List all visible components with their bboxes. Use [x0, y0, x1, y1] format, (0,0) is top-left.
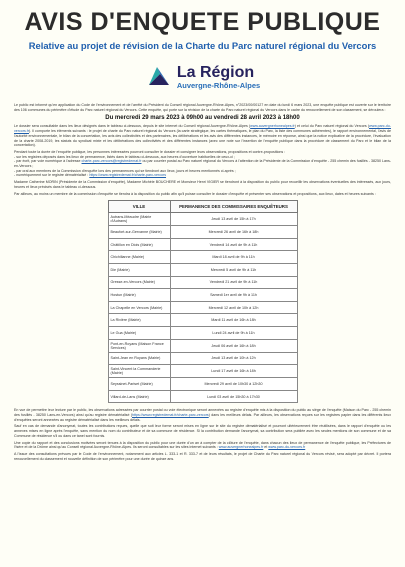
table-cell-ville: Die (Mairie): [108, 264, 170, 277]
table-row: [108, 327, 297, 340]
table-header-permanence: PERMANENCE DES COMMISSAIRES ENQUÊTEURS: [170, 201, 297, 213]
inquiry-dates: Du mercredi 29 mars 2023 à 09h00 au vendredi 28 avril 2023 à 18h00: [105, 115, 300, 122]
permanences-table-body: [108, 213, 297, 403]
table-row: [108, 213, 297, 226]
closing-p3-text: Une copie du rapport et des conclusions motivées seront tenues à la disposition du public pour une durée d'un an à compter de la clôture de l'enquête, dans chacun des lieux de permanence de l'enquête publique, les Préfectures de l'Isère et de la Drôme ainsi qu'au Conseil régional Auvergne-Rhône-Alpes. Ils seront consultables sur les sites internet suivants :: [14, 440, 391, 450]
closing-p1-text: En vue de permettre leur lecture par le public, les observations adressées par courrier postal ou voie électronique seront annexées au registre d'enquête mis à la disposition du public au siège de l'enquête (Maison du Parc - 255 chemin des fusillés - 38250 Lans-en-Vercors) ainsi qu'au registre dématérialisé (: [14, 408, 391, 418]
table-cell-ville: La Chapelle en Vercors (Mairie): [108, 301, 170, 314]
table-row: [108, 314, 297, 327]
table-cell-permanence: Jeudi 06 avril de 16h à 18h: [170, 339, 297, 352]
dossier-paragraph: [14, 124, 391, 148]
intro-paragraph: Le public est informé qu'en application du Code de l'environnement et de l'arrêté du Président du Conseil régional Auvergne-Rhône-Alpes, n°2023/00/00127 en date du lundi 6 mars 2023, une enquête publique est ouverte sur le territoire des 106 communes du périmètre d'étude du Parc naturel régional du Vercors. Cette enquête, qui porte sur la révision de la charte du Parc naturel régional du Vercors dans le cadre du renouvellement de son classement, se déroulera :: [14, 103, 391, 112]
park-website-link[interactable]: www.parc-du-vercors.fr: [14, 124, 391, 134]
table-row: [108, 339, 297, 352]
logo-region: Auvergne-Rhône-Alpes: [176, 81, 261, 90]
table-cell-permanence: Mercredi 29 avril de 10h30 à 12h30: [170, 378, 297, 391]
observations-item-2: [14, 159, 391, 168]
observations-item-2-text: - par écrit, par voie numérique à l'adresse: [14, 159, 82, 164]
closing-paragraph-4: A l'issue des consultations prévues par le Code de l'environnement, notamment aux articles L. 333-1 et R. 333-7 et de leurs résultats, le projet de Charte du Parc naturel régional du Vercors révisé, sera adopté par décret. Il portera renouvellement du classement et nouvelle définition de son périmètre pour une durée de quinze ans.: [14, 452, 391, 461]
commission-paragraph-2: Par ailleurs, au moins un membre de la commission d'enquête se tiendra à la disposition du public afin qu'il puisse consulter le dossier d'enquête et présenter ses observations et propositions, aux lieux, dates et heures suivants :: [14, 191, 376, 196]
table-cell-ville: Beaufort-sur-Gervanne (Mairie): [108, 226, 170, 239]
observations-intro: Pendant toute la durée de l'enquête publique, les personnes intéressées pourront consulter le dossier et consigner leurs observations, propositions et contre-propositions :: [14, 149, 286, 154]
table-row: [108, 264, 297, 277]
email-link[interactable]: charte-parc-vercors@registredemat.fr: [81, 159, 142, 164]
table-cell-permanence: Mercredi 5 avril de 9h à 11h: [170, 264, 297, 277]
dossier-text-2: ) et celui du Parc naturel régional du Vercors (: [294, 124, 370, 129]
table-row: [108, 289, 297, 302]
table-cell-permanence: Mercredi 12 avril de 10h à 12h: [170, 301, 297, 314]
table-row: [108, 390, 297, 403]
table-cell-ville: Hostun (Mairie): [108, 289, 170, 302]
closing-paragraph-1: [14, 408, 391, 422]
table-cell-ville: La Rivière (Mairie): [108, 314, 170, 327]
table-cell-permanence: Lundi 24 avril de 9h à 11h: [170, 327, 297, 340]
table-row: [108, 301, 297, 314]
table-cell-ville: Saint-Jean en Royans (Mairie): [108, 352, 170, 365]
table-cell-permanence: Lundi 03 avril de 15h30 à 17h30: [170, 390, 297, 403]
dossier-text-3: ). Il comporte les éléments suivants : le projet de charte du Parc naturel régional du Vercors (la carte stratégique, les cartes thématiques, le plan du Parc, la liste des communes adhérentes), le rapport environnemental, l'avis de l'autorité environnementale, le bilan de la concertation, les avis des collectivités et des partenaires, les délibérations et les avis des différentes instances, le mémoire en réponse, ainsi que la notice explicative de la procédure, l'évaluation de la charte 2008-2019, les statuts du syndicat mixte et les délibérations des collectivités et des différentes instances (avec une note sur l'insertion de l'enquête publique dans la procédure de classement du Parc et le bilan de la concertation).: [14, 129, 391, 148]
table-cell-permanence: Jeudi 13 avril de 10h à 12h: [170, 352, 297, 365]
observations-item-4-text: - numériquement sur le registre dématérialisé :: [14, 173, 90, 178]
table-header-ville: VILLE: [108, 201, 170, 213]
logo-name: La Région: [176, 64, 255, 81]
dossier-text-1: Le dossier sera consultable dans les lieux désignés dans le tableau ci-dessous, depuis le site internet du Conseil régional Auvergne-Rhône-Alpes (: [14, 124, 251, 129]
commission-paragraph-1: Madame Catherine MORIN (Présidente de la Commission d'enquête), Madame Michèle BOUCHERE et Monsieur Henri VIGIER se tiendront à la disposition du public pour recueillir les observations éventuelles des intéressés, aux jours, heures et lieux précisés dans le tableau ci-dessous.: [14, 180, 391, 189]
page-subtitle: Relative au projet de révision de la Charte du Parc naturel régional du Vercors: [28, 40, 377, 51]
table-cell-ville: Autrans-Méaudre (Mairie d'Autrans): [108, 213, 170, 226]
registry-link[interactable]: https://www.registredemat.fr/charte-parc-vercors: [89, 173, 167, 178]
table-cell-ville: Villard-de-Lans (Mairie): [108, 390, 170, 403]
table-cell-permanence: Vendredi 14 avril de 9h à 11h: [170, 238, 297, 251]
table-cell-permanence: Lundi 17 avril de 16h à 18h: [170, 365, 297, 378]
region-logo: [14, 60, 391, 94]
closing-registry-link[interactable]: https://www.registredemat.fr/charte-parc-vercors: [132, 413, 209, 418]
closing-park-link[interactable]: www.parc-du-vercors.fr: [268, 445, 306, 450]
table-cell-ville: Pont-en-Royans (Maison France Services): [108, 339, 170, 352]
table-cell-ville: Le Gua (Mairie): [108, 327, 170, 340]
closing-p1-text-end: ) dans les meilleurs délais. Par ailleurs, les observations reçues sur les registres papier dans les différents lieux d'enquêtes seront annexées au registre dématérialisé dans les meilleurs délais.: [14, 413, 391, 422]
permanences-table: [108, 200, 298, 403]
observations-item-2-text-end: ou par courrier postal au Parc naturel régional du Vercors à l'attention de la Présidente de la Commission d'enquête - 255 chemin des fusillés - 38250 Lans-en-Vercors ;: [14, 159, 392, 169]
table-cell-ville: Chichilianne (Mairie): [108, 251, 170, 264]
closing-paragraph-2: Sauf en cas de demande d'anonymat, toutes les contributions reçues, quelle que soit leur forme seront mises en ligne sur le site du registre dématérialisé et pourront ultérieurement être réutilisées, dans le rapport d'enquête ou les annexes mises en ligne après l'enquête, sans mention du nom du contributeur et de sa commune de résidence. Si la contribution demande l'anonymat, sa contribution sera publiée avec les seules mentions de son commune et de sa Commune de résidence s'il ou dans ce tanel sont fournis.: [14, 424, 391, 438]
table-header-row: [108, 201, 297, 213]
table-cell-ville: Gresse-en-Vercors (Mairie): [108, 276, 170, 289]
table-cell-permanence: Jeudi 13 avril de 15h à 17h: [170, 213, 297, 226]
closing-region-link[interactable]: www.auvergnerhonealpes.fr: [218, 445, 264, 450]
table-cell-ville: Châtillon en Diois (Mairie): [108, 238, 170, 251]
region-logo-icon: [145, 63, 173, 91]
table-row: [108, 352, 297, 365]
table-row: [108, 251, 297, 264]
observations-item-1: - sur les registres déposés dans les lieux de permanence, listés dans le tableau ci-dessous, aux heures d'ouverture habituelles de ceux-ci ;: [14, 154, 235, 159]
region-website-link[interactable]: www.auvergnerhonealpes.fr: [250, 124, 295, 129]
table-cell-permanence: Vendredi 21 avril de 9h à 11h: [170, 276, 297, 289]
closing-p3-mid: et: [263, 445, 269, 450]
table-cell-ville: Seyssinet-Pariset (Mairie): [108, 378, 170, 391]
table-cell-permanence: Mardi 11 avril de 16h à 18h: [170, 314, 297, 327]
table-row: [108, 365, 297, 378]
closing-paragraph-3: [14, 441, 391, 450]
observations-item-4: [14, 173, 391, 178]
table-cell-ville: Saint-Vincent la Commanderie (Mairie): [108, 365, 170, 378]
table-row: [108, 226, 297, 239]
table-row: [108, 276, 297, 289]
table-row: [108, 238, 297, 251]
table-cell-permanence: Samedi 1er avril de 9h à 11h: [170, 289, 297, 302]
table-cell-permanence: Mardi 18 avril de 9h à 11h: [170, 251, 297, 264]
observations-item-3: - par oral aux membres de la Commission d'enquête lors des permanences qui se tiendront aux lieux, jours et heures mentionnés ci-après ;: [14, 168, 236, 173]
table-row: [108, 378, 297, 391]
table-cell-permanence: Mercredi 26 avril de 16h à 18h: [170, 226, 297, 239]
page-title: AVIS D'ENQUETE PUBLIQUE: [24, 8, 381, 36]
